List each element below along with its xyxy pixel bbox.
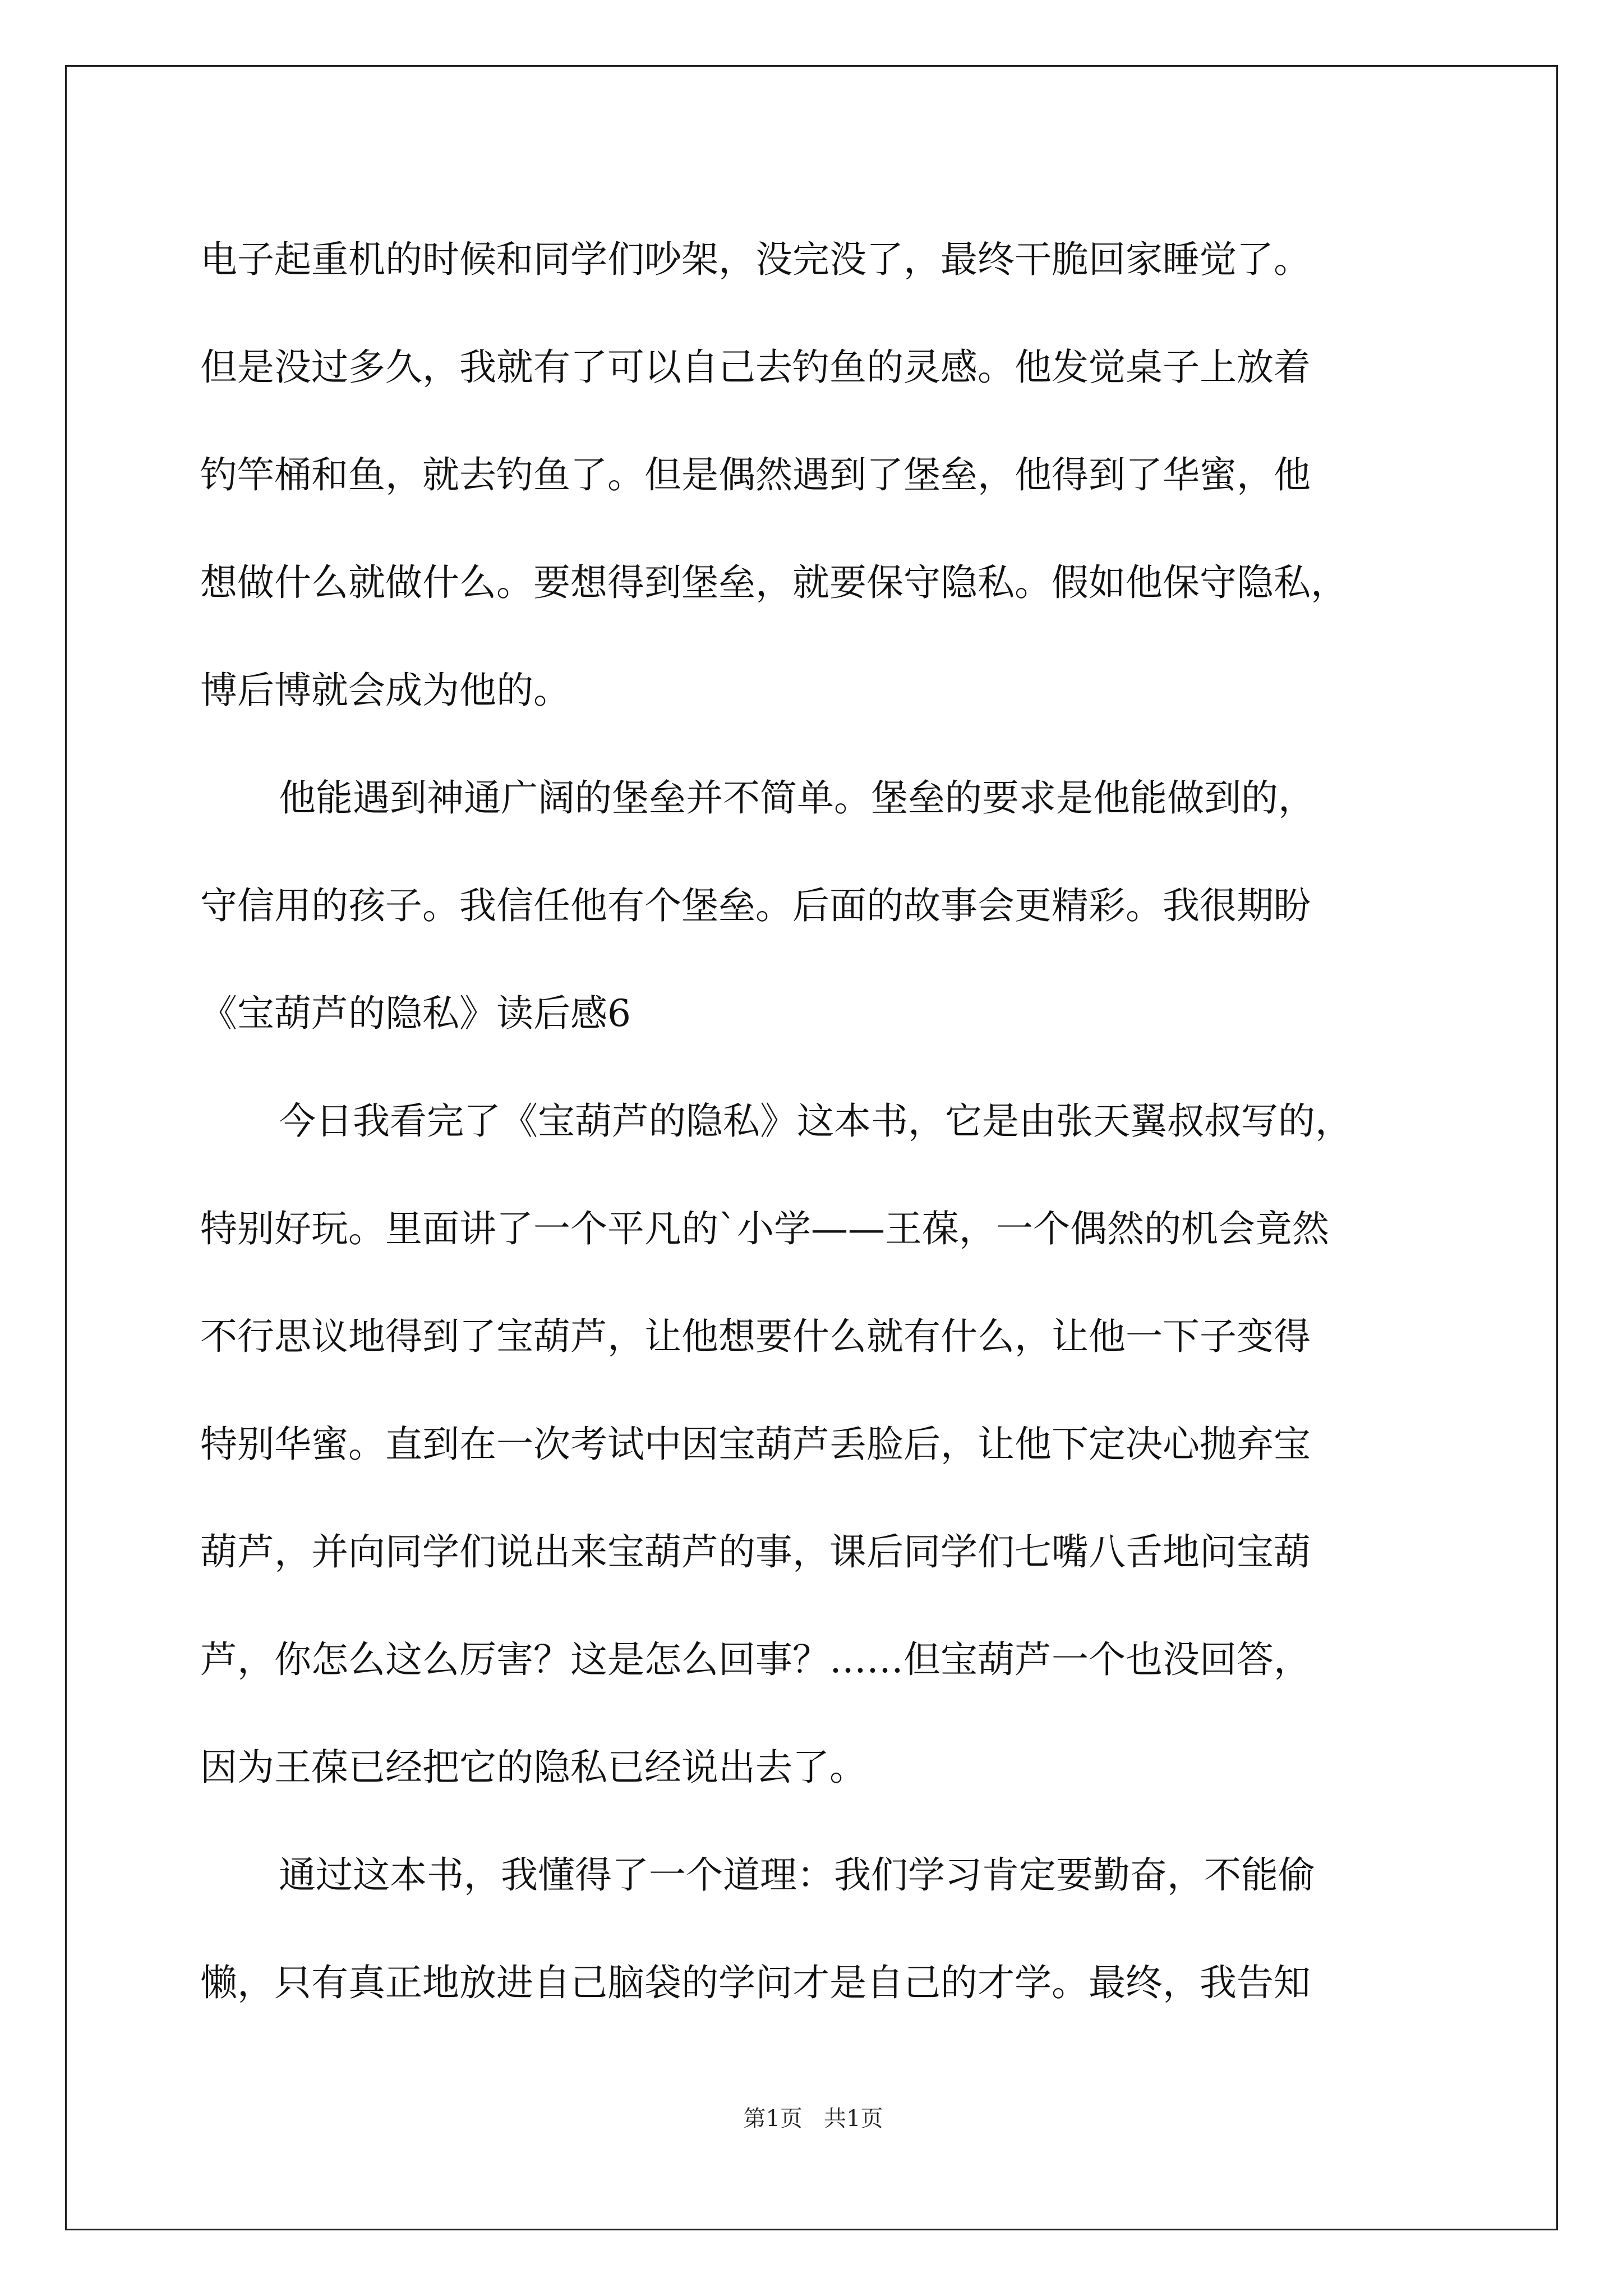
text-line: 不行思议地得到了宝葫芦，让他想要什么就有什么，让他一下子变得 (200, 1315, 1311, 1358)
text-line: 葫芦，并向同学们说出来宝葫芦的事，课后同学们七嘴八舌地问宝葫 (200, 1530, 1311, 1573)
text-line: 特别华蜜。直到在一次考试中因宝葫芦丢脸后，让他下定决心抛弃宝 (200, 1423, 1311, 1466)
text-line: 但是没过多久，我就有了可以自己去钓鱼的灵感。他发觉桌子上放着 (200, 346, 1311, 389)
text-line: 守信用的孩子。我信任他有个堡垒。后面的故事会更精彩。我很期盼 (200, 884, 1311, 927)
page-footer: 第1页 共1页 (743, 2106, 883, 2132)
text-line: 钓竿桶和鱼，就去钓鱼了。但是偶然遇到了堡垒，他得到了华蜜，他 (200, 453, 1311, 496)
text-line: 特别好玩。里面讲了一个平凡的`小学——王葆，一个偶然的机会竟然 (200, 1207, 1329, 1250)
text-line: 电子起重机的时候和同学们吵架，没完没了，最终干脆回家睡觉了。 (200, 238, 1311, 281)
paragraph-first-line: 通过这本书，我懂得了一个道理：我们学习肯定要勤奋，不能偷 (279, 1853, 1315, 1897)
page-frame (65, 65, 1558, 2230)
text-line: 懒，只有真正地放进自己脑袋的学问才是自己的才学。最终，我告知 (200, 1961, 1311, 2004)
text-line: 想做什么就做什么。要想得到堡垒，就要保守隐私。假如他保守隐私， (200, 561, 1348, 604)
text-line: 博后博就会成为他的。 (200, 669, 570, 712)
paragraph-first-line: 他能遇到神通广阔的堡垒并不简单。堡垒的要求是他能做到的， (279, 776, 1315, 820)
text-line: 因为王葆已经把它的隐私已经说出去了。 (200, 1746, 866, 1789)
paragraph-first-line: 今日我看完了《宝葫芦的隐私》这本书，它是由张天翼叔叔写的， (279, 1099, 1352, 1143)
section-heading: 《宝葫芦的隐私》读后感6 (200, 992, 631, 1035)
text-line: 芦，你怎么这么厉害？这是怎么回事？……但宝葫芦一个也没回答， (200, 1638, 1311, 1681)
